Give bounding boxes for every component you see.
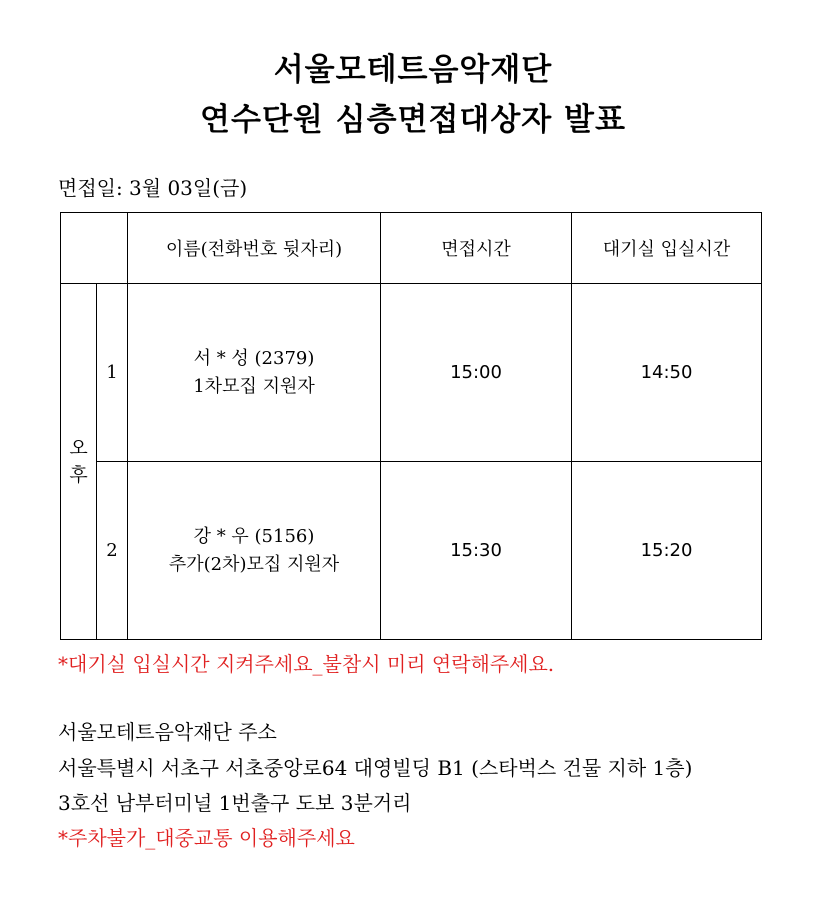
parking-notice: *주차불가_대중교통 이용해주세요 — [58, 826, 355, 850]
page-subtitle: 연수단원 심층면접대상자 발표 — [200, 102, 626, 138]
period-cell — [61, 284, 97, 640]
candidate-name: 서 * 성 (2379) — [193, 347, 315, 369]
waiting-time: 15:20 — [572, 462, 762, 640]
row-number: 1 — [97, 284, 128, 462]
candidate-cell — [128, 284, 381, 462]
table-header-row — [61, 213, 762, 284]
candidate-note: 추가(2차)모집 지원자 — [168, 553, 340, 575]
candidate-name: 강 * 우 (5156) — [193, 525, 315, 547]
header-name: 이름(전화번호 뒷자리) — [128, 213, 381, 284]
period-char: 오 — [69, 436, 88, 459]
subway-directions: 3호선 남부터미널 1번출구 도보 3분거리 — [58, 791, 412, 815]
interview-time: 15:30 — [381, 462, 572, 640]
interview-date: 면접일: 3월 03일(금) — [58, 176, 248, 200]
address-line: 서울특별시 서초구 서초중앙로64 대영빌딩 B1 (스타벅스 건물 지하 1층) — [58, 756, 693, 780]
table-row — [61, 284, 762, 462]
header-empty-cell — [61, 213, 128, 284]
candidate-note: 1차모집 지원자 — [193, 375, 315, 397]
page-title: 서울모테트음악재단 — [273, 52, 553, 88]
header-waiting-time: 대기실 입실시간 — [572, 213, 762, 284]
address-title: 서울모테트음악재단 주소 — [58, 720, 277, 744]
candidate-cell — [128, 462, 381, 640]
header-interview-time: 면접시간 — [381, 213, 572, 284]
waiting-time: 14:50 — [572, 284, 762, 462]
schedule-table — [60, 212, 762, 640]
period-char: 후 — [69, 463, 88, 486]
row-number: 2 — [97, 462, 128, 640]
attendance-notice: *대기실 입실시간 지켜주세요_불참시 미리 연락해주세요. — [58, 652, 555, 676]
table-row — [61, 462, 762, 640]
interview-time: 15:00 — [381, 284, 572, 462]
